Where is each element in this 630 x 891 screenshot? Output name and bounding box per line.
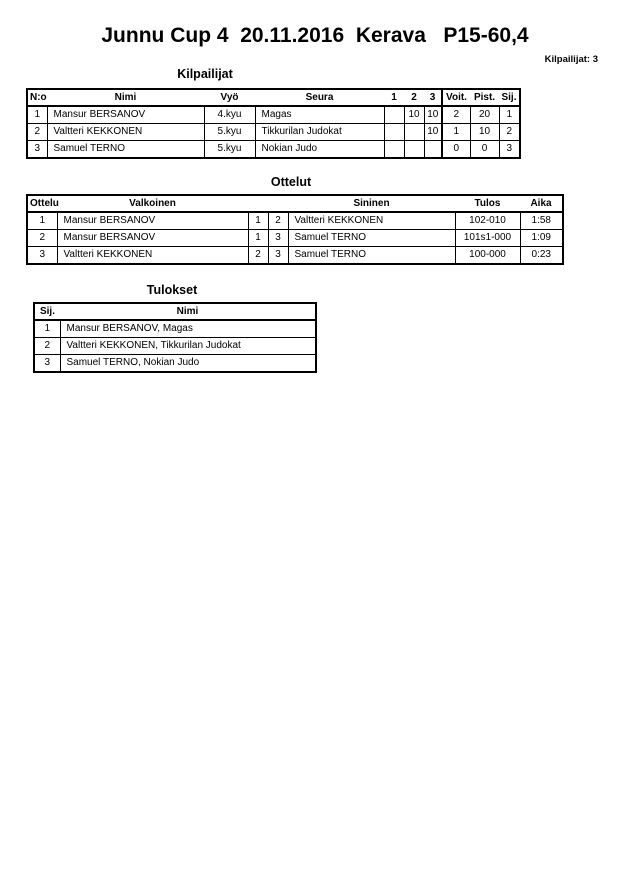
header-opp2: 2: [404, 89, 424, 106]
cell-time: 1:58: [520, 212, 563, 230]
header-name: Nimi: [47, 89, 204, 106]
cell-white-no: 1: [248, 230, 268, 247]
cell-time: 1:09: [520, 230, 563, 247]
header-result: Tulos: [455, 195, 520, 212]
cell-opp3: 10: [424, 124, 442, 141]
cell-club: Tikkurilan Judokat: [255, 124, 384, 141]
cell-blue-name: Samuel TERNO: [288, 230, 455, 247]
header-white: Valkoinen: [57, 195, 248, 212]
cell-points: 10: [470, 124, 499, 141]
cell-blue-no: 2: [268, 212, 288, 230]
cell-opp2: 10: [404, 106, 424, 124]
cell-wins: 2: [442, 106, 470, 124]
cell-no: 3: [27, 141, 47, 159]
cell-opp2: [404, 124, 424, 141]
competitor-row: [27, 124, 520, 141]
cell-result: 100-000: [455, 247, 520, 265]
match-row: [27, 212, 563, 230]
competitor-row: [27, 141, 520, 159]
match-row: [27, 230, 563, 247]
matches-section-title: Ottelut: [270, 175, 312, 189]
header-time: Aika: [520, 195, 563, 212]
cell-place: 3: [34, 355, 60, 373]
header-white-no: [248, 195, 268, 212]
cell-opp1: [384, 124, 404, 141]
results-section-title: Tulokset: [146, 283, 198, 297]
header-wins: Voit.: [442, 89, 470, 106]
match-row: [27, 247, 563, 265]
cell-belt: 5.kyu: [204, 141, 255, 159]
cell-white-no: 2: [248, 247, 268, 265]
cell-points: 20: [470, 106, 499, 124]
cell-name-club: Mansur BERSANOV, Magas: [60, 320, 316, 338]
cell-opp3: [424, 141, 442, 159]
cell-club: Magas: [255, 106, 384, 124]
result-row: [34, 338, 316, 355]
cell-white-name: Mansur BERSANOV: [57, 212, 248, 230]
header-no: N:o: [27, 89, 47, 106]
header-place: Sij.: [34, 303, 60, 320]
cell-no: 1: [27, 106, 47, 124]
cell-belt: 4.kyu: [204, 106, 255, 124]
cell-no: 2: [27, 124, 47, 141]
cell-opp1: [384, 141, 404, 159]
cell-match-no: 3: [27, 247, 57, 265]
header-club: Seura: [255, 89, 384, 106]
header-blue-no: [268, 195, 288, 212]
cell-wins: 0: [442, 141, 470, 159]
matches-table: [26, 194, 564, 265]
results-header-row: [34, 303, 316, 320]
result-row: [34, 355, 316, 373]
result-row: [34, 320, 316, 338]
cell-name: Samuel TERNO: [47, 141, 204, 159]
cell-white-no: 1: [248, 212, 268, 230]
cell-blue-no: 3: [268, 247, 288, 265]
cell-name: Valtteri KEKKONEN: [47, 124, 204, 141]
cell-opp2: [404, 141, 424, 159]
cell-club: Nokian Judo: [255, 141, 384, 159]
cell-place: 1: [499, 106, 520, 124]
participants-count-label: Kilpailijat: 3: [544, 54, 598, 65]
cell-place: 1: [34, 320, 60, 338]
header-name: Nimi: [60, 303, 316, 320]
header-belt: Vyö: [204, 89, 255, 106]
header-opp3: 3: [424, 89, 442, 106]
cell-place: 2: [499, 124, 520, 141]
cell-name: Mansur BERSANOV: [47, 106, 204, 124]
cell-points: 0: [470, 141, 499, 159]
cell-opp3: 10: [424, 106, 442, 124]
cell-white-name: Mansur BERSANOV: [57, 230, 248, 247]
cell-match-no: 2: [27, 230, 57, 247]
matches-header-row: [27, 195, 563, 212]
cell-wins: 1: [442, 124, 470, 141]
competitors-header-row: [27, 89, 520, 106]
header-blue: Sininen: [288, 195, 455, 212]
cell-result: 102-010: [455, 212, 520, 230]
cell-belt: 5.kyu: [204, 124, 255, 141]
cell-place: 3: [499, 141, 520, 159]
cell-opp1: [384, 106, 404, 124]
results-table: [33, 302, 317, 373]
cell-result: 101s1-000: [455, 230, 520, 247]
cell-name-club: Samuel TERNO, Nokian Judo: [60, 355, 316, 373]
cell-name-club: Valtteri KEKKONEN, Tikkurilan Judokat: [60, 338, 316, 355]
competitor-row: [27, 106, 520, 124]
header-place: Sij.: [499, 89, 520, 106]
cell-white-name: Valtteri KEKKONEN: [57, 247, 248, 265]
competitors-table: [26, 88, 521, 159]
header-opp1: 1: [384, 89, 404, 106]
cell-blue-name: Samuel TERNO: [288, 247, 455, 265]
competitors-section-title: Kilpailijat: [177, 67, 233, 81]
header-points: Pist.: [470, 89, 499, 106]
cell-match-no: 1: [27, 212, 57, 230]
page-title: Junnu Cup 4 20.11.2016 Kerava P15-60,4: [101, 24, 529, 47]
cell-blue-no: 3: [268, 230, 288, 247]
header-match: Ottelu: [27, 195, 57, 212]
cell-blue-name: Valtteri KEKKONEN: [288, 212, 455, 230]
cell-time: 0:23: [520, 247, 563, 265]
cell-place: 2: [34, 338, 60, 355]
